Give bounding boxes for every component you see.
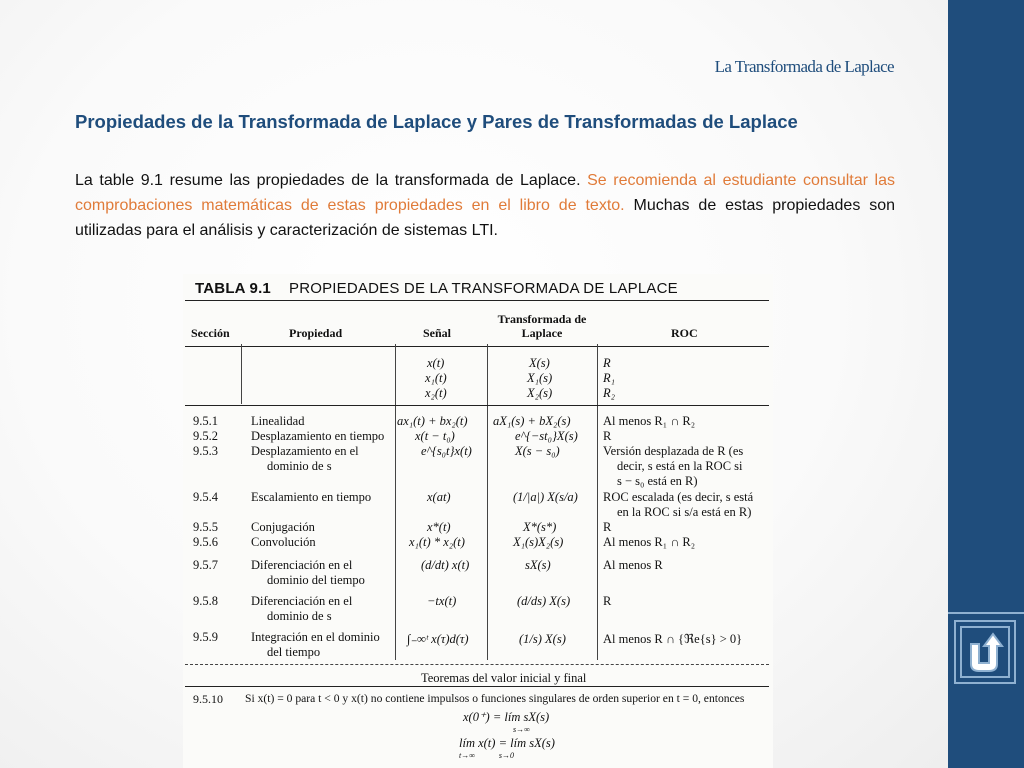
row-6-section: 9.5.6 [193, 535, 218, 549]
return-u-arrow-icon [962, 628, 1008, 676]
row-7-roc: Al menos R [603, 558, 663, 572]
row-4-section: 9.5.4 [193, 490, 218, 504]
row-8-property: Diferenciación en el [251, 594, 353, 608]
row-3-section: 9.5.3 [193, 444, 218, 458]
divider-property [395, 344, 396, 660]
row-5-signal: x*(t) [427, 520, 451, 534]
row-7-transform: sX(s) [525, 558, 551, 572]
base-signal-2: x₁(t) [425, 371, 447, 385]
row-1-roc: Al menos R₁ ∩ R₂ [603, 414, 696, 428]
row-8-transform: (d/ds) X(s) [517, 594, 571, 608]
sidebar-divider [948, 612, 1024, 614]
laplace-properties-table [183, 274, 773, 768]
base-roc-2: R₁ [603, 371, 615, 385]
row-8-property-line2: dominio de s [267, 609, 332, 623]
row-2-section: 9.5.2 [193, 429, 218, 443]
intro-paragraph [75, 168, 895, 243]
theorem-eq-final-sub: t→∞ s→0 [459, 751, 515, 760]
table-caption-text: PROPIEDADES DE LA TRANSFORMADA DE LAPLACE [288, 280, 678, 297]
row-4-signal: x(at) [427, 490, 451, 504]
base-transform-1: X(s) [529, 356, 550, 370]
base-transform-3: X₂(s) [527, 386, 553, 400]
table-top-rule [185, 300, 769, 301]
divider-signal [487, 344, 488, 660]
row-5-transform: X*(s*) [523, 520, 557, 534]
row-3-transform: X(s − s₀) [515, 444, 560, 458]
header-property: Propiedad [289, 326, 343, 340]
row-7-section: 9.5.7 [193, 558, 218, 572]
row-2-transform: e^{−st₀}X(s) [515, 429, 578, 443]
row-9-transform: (1/s) X(s) [519, 632, 566, 646]
page-title: Propiedades de la Transformada de Laplace y Pares de Transformadas de Laplace [75, 111, 798, 132]
row-6-roc: Al menos R₁ ∩ R₂ [603, 535, 696, 549]
row-4-roc-line2: en la ROC si s/a está en R) [617, 505, 752, 519]
row-3-property-line2: dominio de s [267, 459, 332, 473]
row-4-transform: (1/|a|) X(s/a) [513, 490, 578, 504]
row-9-roc: Al menos R ∩ {ℜe{s} > 0} [603, 632, 743, 646]
paragraph-part-2: Muchas de estas propiedades son utilizadas para el análisis y caracterización de sistemas LTI. [75, 197, 896, 239]
theorem-eq-initial-sub: s→∞ [513, 725, 530, 734]
base-roc-3: R₂ [603, 386, 615, 400]
theorems-title-rule [185, 686, 769, 687]
row-9-property-line2: del tiempo [267, 645, 321, 659]
row-1-transform: aX₁(s) + bX₂(s) [493, 414, 571, 428]
row-8-section: 9.5.8 [193, 594, 218, 608]
row-2-property: Desplazamiento en tiempo [251, 429, 385, 443]
row-5-roc: R [603, 520, 612, 534]
header-signal: Señal [423, 326, 452, 340]
row-3-roc-line2: decir, s está en la ROC si [617, 459, 743, 473]
row-9-section: 9.5.9 [193, 630, 218, 644]
row-6-signal: x₁(t) * x₂(t) [409, 535, 465, 549]
base-roc-1: R [603, 356, 611, 370]
row-4-roc: ROC escalada (es decir, s está [603, 490, 754, 504]
row-9-signal: ∫₋∞ᵗ x(τ)d(τ) [407, 632, 469, 646]
row-5-property: Conjugación [251, 520, 315, 534]
theorems-title: Teoremas del valor inicial y final [421, 671, 587, 685]
base-signal-3: x₂(t) [425, 386, 447, 400]
paragraph-part-1: La table 9.1 resume las propiedades de la transformada de Laplace. [75, 172, 588, 189]
base-rows-rule [185, 405, 769, 406]
row-8-roc: R [603, 594, 612, 608]
row-3-roc: Versión desplazada de R (es [603, 444, 744, 458]
row-4-property: Escalamiento en tiempo [251, 490, 372, 504]
divider-transform [597, 344, 598, 660]
row-6-transform: X₁(s)X₂(s) [513, 535, 564, 549]
base-signal-1: x(t) [427, 356, 445, 370]
row-8-signal: −tx(t) [427, 594, 457, 608]
row-2-roc: R [603, 429, 612, 443]
row-3-property: Desplazamiento en el [251, 444, 359, 458]
return-button-frame [960, 626, 1010, 678]
header-title: La Transformada de Laplace [714, 57, 894, 76]
header-roc: ROC [671, 326, 698, 340]
divider-section [241, 344, 242, 404]
header-section: Sección [191, 326, 230, 340]
row-7-property: Diferenciación en el [251, 558, 353, 572]
table-caption-number: TABLA 9.1 [195, 280, 271, 297]
paragraph-highlight: Se recomienda al estudiante consultar las comprobaciones matemáticas de estas propiedades en el libro de texto. [75, 172, 896, 214]
row-1-signal: ax₁(t) + bx₂(t) [397, 414, 468, 428]
row-7-property-line2: dominio del tiempo [267, 573, 365, 587]
row-6-property: Convolución [251, 535, 316, 549]
header-bottom-rule [185, 346, 769, 347]
theorems-rule [185, 664, 769, 665]
theorem-section: 9.5.10 [193, 692, 223, 706]
theorem-eq-final: lím x(t) = lím sX(s) [459, 736, 555, 750]
row-9-property: Integración en el dominio [251, 630, 380, 644]
row-3-signal: e^{s₀t}x(t) [421, 444, 472, 458]
row-3-roc-line3: s − s₀ está en R) [617, 474, 698, 488]
theorem-eq-initial: x(0⁺) = lím sX(s) [463, 710, 550, 724]
row-1-section: 9.5.1 [193, 414, 218, 428]
row-5-section: 9.5.5 [193, 520, 218, 534]
table-caption [195, 280, 678, 297]
theorem-text: Si x(t) = 0 para t < 0 y x(t) no contiene impulsos o funciones singulares de orden superior en t = 0, entonces [245, 692, 745, 705]
row-1-property: Linealidad [251, 414, 305, 428]
header-transform: Transformada de Laplace [497, 312, 587, 340]
return-button[interactable] [954, 620, 1016, 684]
row-2-signal: x(t − t₀) [415, 429, 455, 443]
row-7-signal: (d/dt) x(t) [421, 558, 470, 572]
base-transform-2: X₁(s) [527, 371, 553, 385]
